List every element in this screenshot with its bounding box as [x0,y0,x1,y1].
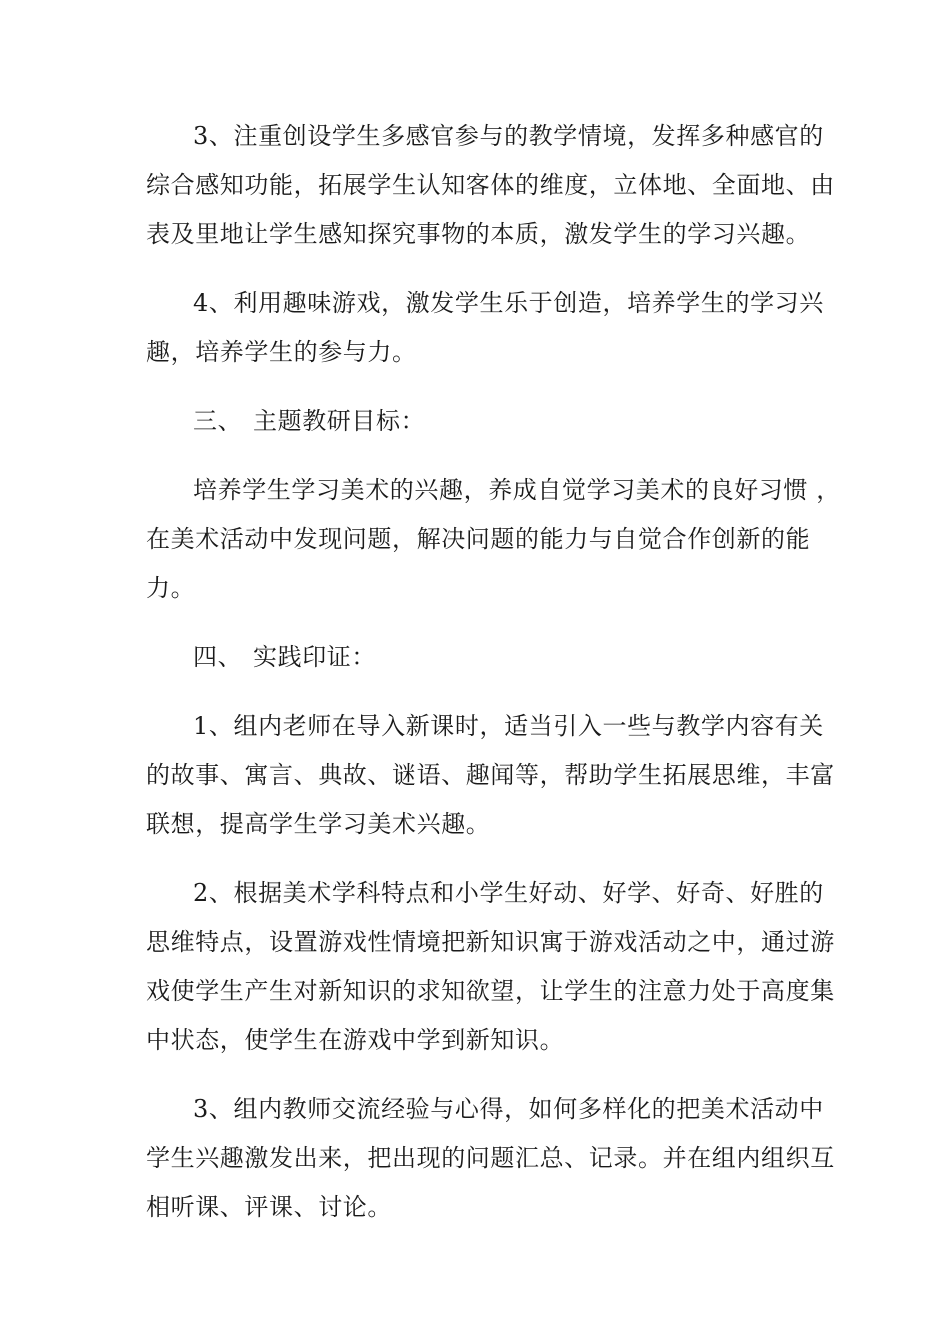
paragraph-line: 1、组内老师在导入新课时，适当引入一些与教学内容有关 [193,712,824,740]
paragraph-line: 相听课、评课、讨论。 [146,1193,392,1221]
paragraph-line: 综合感知功能，拓展学生认知客体的维度，立体地、全面地、由 [146,171,835,199]
paragraph-line: 3、注重创设学生多感官参与的教学情境，发挥多种感官的 [193,122,824,150]
section-number: 四、 [193,643,243,671]
section-title: 实践印证： [253,643,376,671]
paragraph-line: 戏使学生产生对新知识的求知欲望，让学生的注意力处于高度集 [146,977,835,1005]
paragraph-line: 的故事、寓言、典故、谜语、趣闻等，帮助学生拓展思维，丰富 [146,761,835,789]
paragraph-line: 培养学生学习美术的兴趣，养成自觉学习美术的良好习惯 ， [193,476,841,504]
paragraph-line: 3、组内教师交流经验与心得，如何多样化的把美术活动中 [193,1095,824,1123]
section-title: 主题教研目标： [253,407,426,435]
paragraph-line: 力。 [146,574,196,602]
paragraph-line: 4、利用趣味游戏，激发学生乐于创造，培养学生的学习兴 [193,289,824,317]
paragraph-line: 中状态，使学生在游戏中学到新知识。 [146,1026,565,1054]
paragraph-line: 学生兴趣激发出来，把出现的问题汇总、记录。并在组内组织互 [146,1144,835,1172]
section-number: 三、 [193,407,243,435]
paragraph-line: 思维特点，设置游戏性情境把新知识寓于游戏活动之中，通过游 [146,928,835,956]
paragraph-line: 2、根据美术学科特点和小学生好动、好学、好奇、好胜的 [193,879,824,907]
paragraph-line: 在美术活动中发现问题，解决问题的能力与自觉合作创新的能 [146,525,811,553]
paragraph-line: 联想，提高学生学习美术兴趣。 [146,810,491,838]
paragraph-line: 趣，培养学生的参与力。 [146,338,417,366]
paragraph-line: 表及里地让学生感知探究事物的本质，激发学生的学习兴趣。 [146,220,811,248]
